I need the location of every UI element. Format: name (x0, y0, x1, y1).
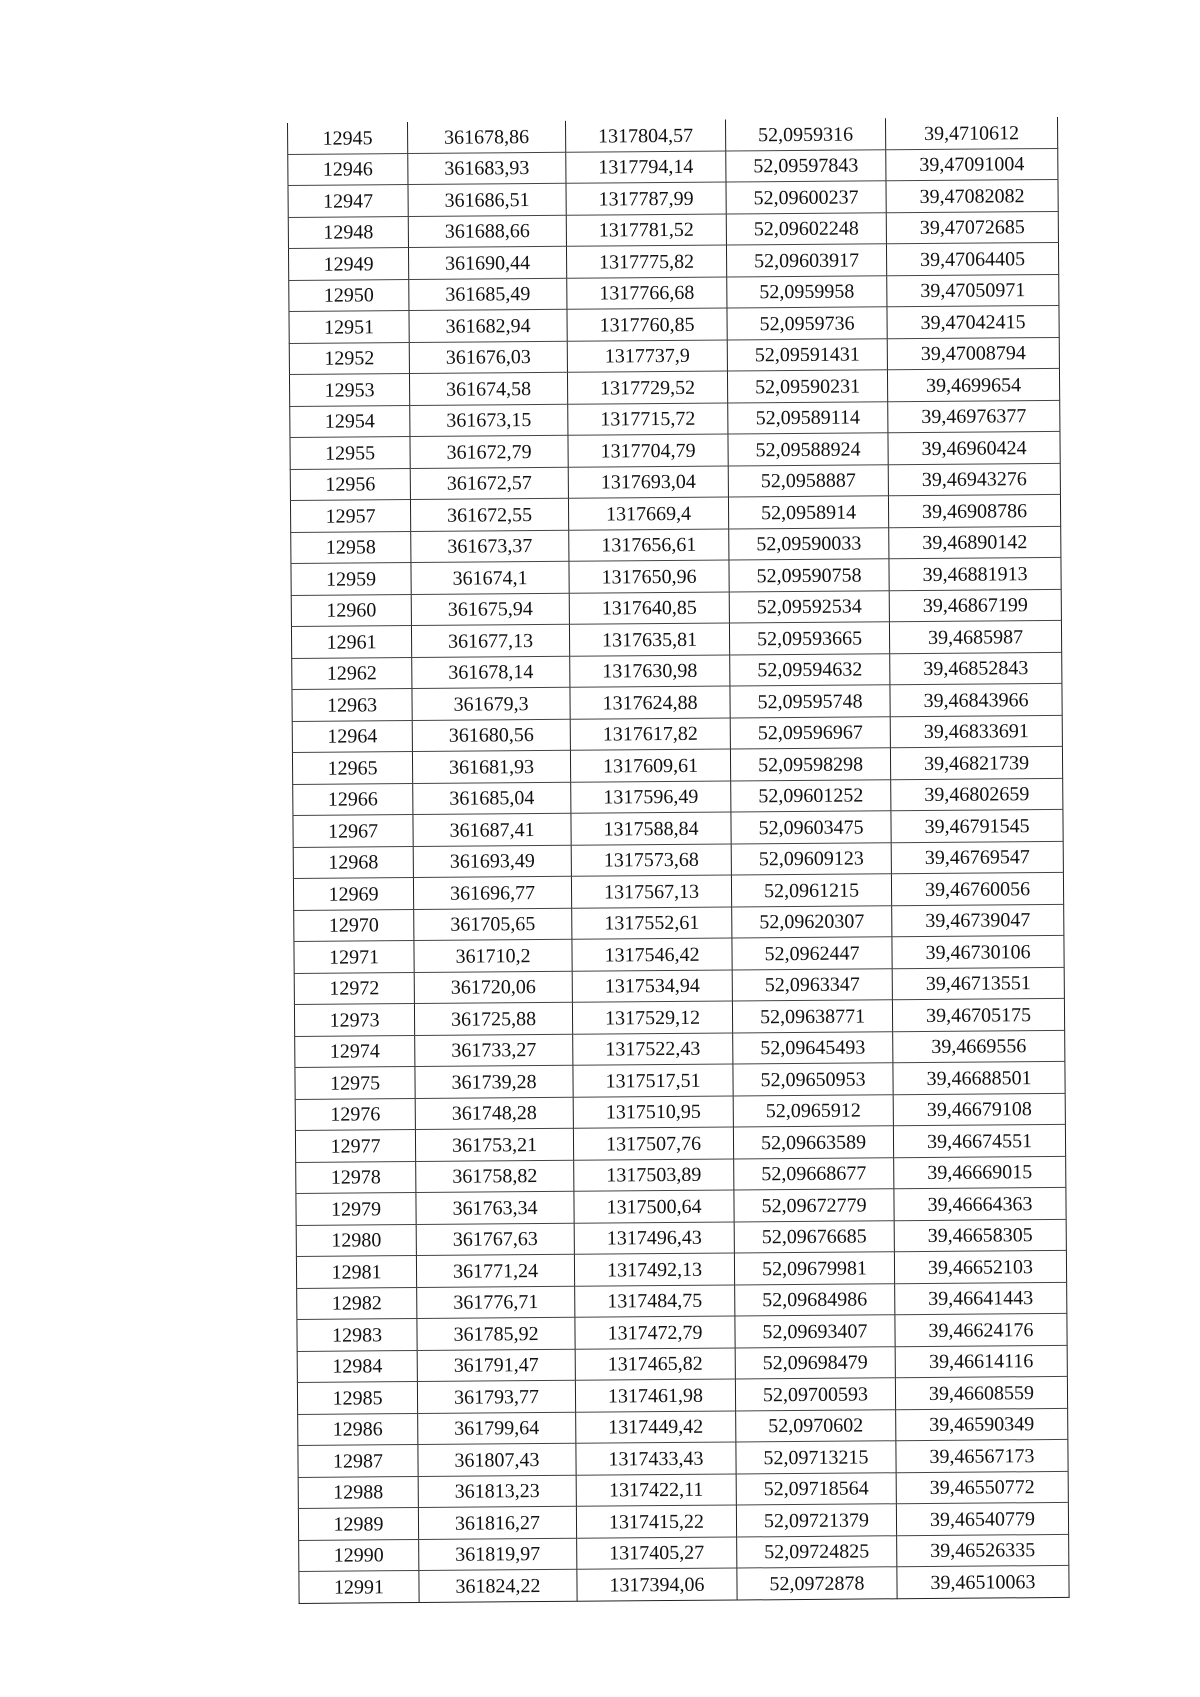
y-coordinate-cell: 1317737,9 (567, 340, 727, 373)
longitude-cell: 39,4669556 (893, 1030, 1065, 1063)
longitude-cell: 39,47008794 (887, 337, 1059, 370)
y-coordinate-cell: 1317492,13 (574, 1253, 734, 1286)
latitude-cell: 52,09601252 (731, 779, 891, 812)
y-coordinate-cell: 1317500,64 (574, 1190, 734, 1223)
point-number-cell: 12967 (293, 815, 413, 847)
table-row (289, 337, 1059, 375)
point-number-cell: 12961 (291, 626, 411, 658)
point-number-cell: 12979 (296, 1193, 416, 1225)
point-number-cell: 12963 (292, 689, 412, 721)
y-coordinate-cell: 1317669,4 (568, 497, 728, 530)
latitude-cell: 52,09700593 (735, 1378, 895, 1411)
y-coordinate-cell: 1317617,82 (570, 718, 730, 751)
latitude-cell: 52,09596967 (730, 716, 890, 749)
longitude-cell: 39,46943276 (888, 463, 1060, 496)
x-coordinate-cell: 361710,2 (414, 939, 572, 972)
latitude-cell: 52,09589114 (728, 401, 888, 434)
latitude-cell: 52,09590758 (729, 559, 889, 592)
latitude-cell: 52,0958914 (728, 496, 888, 529)
x-coordinate-cell: 361753,21 (415, 1128, 573, 1161)
longitude-cell: 39,46669015 (894, 1156, 1066, 1189)
x-coordinate-cell: 361793,77 (417, 1380, 575, 1413)
table-row (293, 841, 1063, 879)
x-coordinate-cell: 361679,3 (412, 687, 570, 720)
longitude-cell: 39,46833691 (890, 715, 1062, 748)
longitude-cell: 39,46881913 (889, 557, 1061, 590)
x-coordinate-cell: 361693,49 (413, 845, 571, 878)
x-coordinate-cell: 361672,57 (410, 467, 568, 500)
point-number-cell: 12951 (289, 311, 409, 343)
x-coordinate-cell: 361685,04 (413, 782, 571, 815)
latitude-cell: 52,0959736 (727, 307, 887, 340)
longitude-cell: 39,47064405 (886, 242, 1058, 275)
point-number-cell: 12965 (292, 752, 412, 784)
point-number-cell: 12952 (289, 342, 409, 374)
latitude-cell: 52,09598298 (730, 748, 890, 781)
longitude-cell: 39,46908786 (888, 494, 1060, 527)
point-number-cell: 12950 (289, 279, 409, 311)
y-coordinate-cell: 1317422,11 (576, 1474, 736, 1507)
latitude-cell: 52,0958887 (728, 464, 888, 497)
x-coordinate-cell: 361674,58 (409, 372, 567, 405)
longitude-cell: 39,46608559 (895, 1376, 1067, 1409)
table-row (294, 967, 1064, 1005)
table-row (289, 368, 1059, 406)
longitude-cell: 39,46713551 (892, 967, 1064, 1000)
y-coordinate-cell: 1317415,22 (576, 1505, 736, 1538)
y-coordinate-cell: 1317760,85 (567, 308, 727, 341)
longitude-cell: 39,46664363 (894, 1187, 1066, 1220)
latitude-cell: 52,09591431 (727, 338, 887, 371)
y-coordinate-cell: 1317472,79 (575, 1316, 735, 1349)
longitude-cell: 39,46960424 (888, 431, 1060, 464)
x-coordinate-cell: 361672,55 (410, 498, 568, 531)
y-coordinate-cell: 1317656,61 (569, 529, 729, 562)
x-coordinate-cell: 361688,66 (408, 215, 566, 248)
x-coordinate-cell: 361674,1 (411, 561, 569, 594)
x-coordinate-cell: 361676,03 (409, 341, 567, 374)
longitude-cell: 39,47082082 (886, 179, 1058, 212)
point-number-cell: 12949 (288, 248, 408, 280)
longitude-cell: 39,46852843 (890, 652, 1062, 685)
table-row (298, 1408, 1068, 1446)
latitude-cell: 52,0970602 (736, 1409, 896, 1442)
latitude-cell: 52,09609123 (731, 842, 891, 875)
coordinate-table-body (287, 117, 1069, 1603)
x-coordinate-cell: 361725,88 (414, 1002, 572, 1035)
table-row (297, 1376, 1067, 1414)
table-row (298, 1471, 1068, 1509)
latitude-cell: 52,09724825 (737, 1535, 897, 1568)
table-row (297, 1313, 1067, 1351)
longitude-cell: 39,46821739 (890, 746, 1062, 779)
x-coordinate-cell: 361673,15 (410, 404, 568, 437)
point-number-cell: 12946 (288, 153, 408, 185)
latitude-cell: 52,09597843 (726, 149, 886, 182)
point-number-cell: 12975 (295, 1067, 415, 1099)
point-number-cell: 12956 (290, 468, 410, 500)
y-coordinate-cell: 1317787,99 (566, 182, 726, 215)
table-row (299, 1565, 1069, 1603)
longitude-cell: 39,47042415 (887, 305, 1059, 338)
x-coordinate-cell: 361819,97 (419, 1538, 577, 1571)
latitude-cell: 52,09713215 (736, 1441, 896, 1474)
longitude-cell: 39,46867199 (889, 589, 1061, 622)
latitude-cell: 52,09638771 (732, 1000, 892, 1033)
latitude-cell: 52,09645493 (733, 1031, 893, 1064)
table-row (290, 463, 1060, 501)
longitude-cell: 39,46590349 (896, 1408, 1068, 1441)
longitude-cell: 39,46614116 (895, 1345, 1067, 1378)
longitude-cell: 39,46526335 (897, 1534, 1069, 1567)
latitude-cell: 52,09650953 (733, 1063, 893, 1096)
x-coordinate-cell: 361687,41 (413, 813, 571, 846)
longitude-cell: 39,47050971 (887, 274, 1059, 307)
point-number-cell: 12982 (297, 1287, 417, 1319)
point-number-cell: 12966 (293, 783, 413, 815)
latitude-cell: 52,0961215 (731, 874, 891, 907)
y-coordinate-cell: 1317775,82 (566, 245, 726, 278)
latitude-cell: 52,09663589 (733, 1126, 893, 1159)
point-number-cell: 12973 (294, 1004, 414, 1036)
x-coordinate-cell: 361776,71 (417, 1286, 575, 1319)
y-coordinate-cell: 1317640,85 (569, 592, 729, 625)
longitude-cell: 39,46976377 (888, 400, 1060, 433)
x-coordinate-cell: 361807,43 (418, 1443, 576, 1476)
x-coordinate-cell: 361682,94 (409, 309, 567, 342)
x-coordinate-cell: 361799,64 (418, 1412, 576, 1445)
table-row (294, 935, 1064, 973)
y-coordinate-cell: 1317609,61 (570, 749, 730, 782)
y-coordinate-cell: 1317630,98 (570, 655, 730, 688)
y-coordinate-cell: 1317449,42 (576, 1411, 736, 1444)
latitude-cell: 52,09693407 (735, 1315, 895, 1348)
point-number-cell: 12978 (296, 1161, 416, 1193)
longitude-cell: 39,46641443 (895, 1282, 1067, 1315)
latitude-cell: 52,09590033 (729, 527, 889, 560)
point-number-cell: 12959 (291, 563, 411, 595)
y-coordinate-cell: 1317715,72 (568, 403, 728, 436)
longitude-cell: 39,46688501 (893, 1061, 1065, 1094)
point-number-cell: 12984 (297, 1350, 417, 1382)
latitude-cell: 52,09594632 (730, 653, 890, 686)
y-coordinate-cell: 1317461,98 (575, 1379, 735, 1412)
table-row (293, 778, 1063, 816)
longitude-cell: 39,46791545 (891, 809, 1063, 842)
y-coordinate-cell: 1317522,43 (573, 1033, 733, 1066)
x-coordinate-cell: 361813,23 (418, 1475, 576, 1508)
table-row (297, 1282, 1067, 1320)
table-row (289, 274, 1059, 312)
x-coordinate-cell: 361758,82 (416, 1160, 574, 1193)
longitude-cell: 39,46540779 (896, 1502, 1068, 1535)
latitude-cell: 52,0962447 (732, 937, 892, 970)
x-coordinate-cell: 361767,63 (416, 1223, 574, 1256)
x-coordinate-cell: 361763,34 (416, 1191, 574, 1224)
y-coordinate-cell: 1317804,57 (565, 120, 725, 152)
x-coordinate-cell: 361705,65 (414, 908, 572, 941)
y-coordinate-cell: 1317465,82 (575, 1348, 735, 1381)
latitude-cell: 52,0963347 (732, 968, 892, 1001)
point-number-cell: 12981 (296, 1256, 416, 1288)
x-coordinate-cell: 361791,47 (417, 1349, 575, 1382)
point-number-cell: 12948 (288, 216, 408, 248)
y-coordinate-cell: 1317552,61 (572, 907, 732, 940)
latitude-cell: 52,09672779 (734, 1189, 894, 1222)
y-coordinate-cell: 1317507,76 (573, 1127, 733, 1160)
longitude-cell: 39,46802659 (891, 778, 1063, 811)
longitude-cell: 39,46843966 (890, 683, 1062, 716)
point-number-cell: 12955 (290, 437, 410, 469)
point-number-cell: 12958 (291, 531, 411, 563)
y-coordinate-cell: 1317704,79 (568, 434, 728, 467)
latitude-cell: 52,09600237 (726, 181, 886, 214)
x-coordinate-cell: 361680,56 (412, 719, 570, 752)
longitude-cell: 39,4699654 (887, 368, 1059, 401)
x-coordinate-cell: 361678,86 (407, 121, 565, 153)
latitude-cell: 52,0972878 (737, 1567, 897, 1600)
point-number-cell: 12990 (299, 1539, 419, 1571)
latitude-cell: 52,09603475 (731, 811, 891, 844)
longitude-cell: 39,46739047 (892, 904, 1064, 937)
x-coordinate-cell: 361677,13 (411, 624, 569, 657)
y-coordinate-cell: 1317729,52 (567, 371, 727, 404)
y-coordinate-cell: 1317405,27 (577, 1537, 737, 1570)
x-coordinate-cell: 361673,37 (411, 530, 569, 563)
longitude-cell: 39,4685987 (889, 620, 1061, 653)
latitude-cell: 52,09590231 (727, 370, 887, 403)
x-coordinate-cell: 361748,28 (415, 1097, 573, 1130)
longitude-cell: 39,46567173 (896, 1439, 1068, 1472)
y-coordinate-cell: 1317794,14 (566, 151, 726, 184)
x-coordinate-cell: 361816,27 (418, 1506, 576, 1539)
point-number-cell: 12976 (295, 1098, 415, 1130)
latitude-cell: 52,09679981 (734, 1252, 894, 1285)
longitude-cell: 39,46705175 (892, 998, 1064, 1031)
longitude-cell: 39,46510063 (897, 1565, 1069, 1598)
x-coordinate-cell: 361720,06 (414, 971, 572, 1004)
latitude-cell: 52,09668677 (734, 1157, 894, 1190)
y-coordinate-cell: 1317567,13 (571, 875, 731, 908)
point-number-cell: 12977 (295, 1130, 415, 1162)
longitude-cell: 39,46674551 (893, 1124, 1065, 1157)
longitude-cell: 39,47072685 (886, 211, 1058, 244)
y-coordinate-cell: 1317588,84 (571, 812, 731, 845)
point-number-cell: 12969 (293, 878, 413, 910)
latitude-cell: 52,0959958 (727, 275, 887, 308)
point-number-cell: 12962 (292, 657, 412, 689)
y-coordinate-cell: 1317394,06 (577, 1568, 737, 1601)
x-coordinate-cell: 361733,27 (415, 1034, 573, 1067)
latitude-cell: 52,0959316 (725, 118, 885, 150)
longitude-cell: 39,46550772 (896, 1471, 1068, 1504)
x-coordinate-cell: 361678,14 (412, 656, 570, 689)
latitude-cell: 52,09684986 (735, 1283, 895, 1316)
latitude-cell: 52,09593665 (729, 622, 889, 655)
y-coordinate-cell: 1317635,81 (569, 623, 729, 656)
point-number-cell: 12986 (298, 1413, 418, 1445)
point-number-cell: 12988 (298, 1476, 418, 1508)
latitude-cell: 52,09721379 (736, 1504, 896, 1537)
y-coordinate-cell: 1317529,12 (572, 1001, 732, 1034)
point-number-cell: 12985 (297, 1382, 417, 1414)
table-row (293, 809, 1063, 847)
table-row (289, 305, 1059, 343)
longitude-cell: 39,46679108 (893, 1093, 1065, 1126)
table-row (298, 1439, 1068, 1477)
point-number-cell: 12945 (287, 122, 407, 154)
y-coordinate-cell: 1317693,04 (568, 466, 728, 499)
y-coordinate-cell: 1317781,52 (566, 214, 726, 247)
longitude-cell: 39,4710612 (885, 117, 1057, 149)
x-coordinate-cell: 361683,93 (408, 152, 566, 185)
y-coordinate-cell: 1317534,94 (572, 970, 732, 1003)
longitude-cell: 39,46730106 (892, 935, 1064, 968)
point-number-cell: 12970 (294, 909, 414, 941)
table-row (290, 400, 1060, 438)
latitude-cell: 52,09718564 (736, 1472, 896, 1505)
latitude-cell: 52,09592534 (729, 590, 889, 623)
x-coordinate-cell: 361675,94 (411, 593, 569, 626)
x-coordinate-cell: 361771,24 (416, 1254, 574, 1287)
y-coordinate-cell: 1317503,89 (574, 1159, 734, 1192)
table-row (297, 1345, 1067, 1383)
latitude-cell: 52,09602248 (726, 212, 886, 245)
y-coordinate-cell: 1317573,68 (571, 844, 731, 877)
x-coordinate-cell: 361824,22 (419, 1569, 577, 1602)
longitude-cell: 39,46652103 (894, 1250, 1066, 1283)
x-coordinate-cell: 361686,51 (408, 183, 566, 216)
latitude-cell: 52,09698479 (735, 1346, 895, 1379)
table-row (294, 904, 1064, 942)
latitude-cell: 52,09620307 (732, 905, 892, 938)
y-coordinate-cell: 1317510,95 (573, 1096, 733, 1129)
point-number-cell: 12974 (295, 1035, 415, 1067)
point-number-cell: 12968 (293, 846, 413, 878)
y-coordinate-cell: 1317624,88 (570, 686, 730, 719)
point-number-cell: 12987 (298, 1445, 418, 1477)
latitude-cell: 52,0965912 (733, 1094, 893, 1127)
longitude-cell: 39,46769547 (891, 841, 1063, 874)
table-row (293, 872, 1063, 910)
y-coordinate-cell: 1317433,43 (576, 1442, 736, 1475)
table-row (290, 431, 1060, 469)
point-number-cell: 12980 (296, 1224, 416, 1256)
point-number-cell: 12957 (290, 500, 410, 532)
point-number-cell: 12953 (289, 374, 409, 406)
latitude-cell: 52,09595748 (730, 685, 890, 718)
x-coordinate-cell: 361685,49 (409, 278, 567, 311)
x-coordinate-cell: 361785,92 (417, 1317, 575, 1350)
point-number-cell: 12947 (288, 185, 408, 217)
point-number-cell: 12960 (291, 594, 411, 626)
x-coordinate-cell: 361672,79 (410, 435, 568, 468)
x-coordinate-cell: 361739,28 (415, 1065, 573, 1098)
longitude-cell: 39,46624176 (895, 1313, 1067, 1346)
x-coordinate-cell: 361696,77 (413, 876, 571, 909)
table-row (288, 242, 1058, 280)
y-coordinate-cell: 1317484,75 (575, 1285, 735, 1318)
latitude-cell: 52,09676685 (734, 1220, 894, 1253)
longitude-cell: 39,46658305 (894, 1219, 1066, 1252)
coordinate-table (287, 117, 1070, 1604)
latitude-cell: 52,09603917 (726, 244, 886, 277)
y-coordinate-cell: 1317496,43 (574, 1222, 734, 1255)
y-coordinate-cell: 1317766,68 (567, 277, 727, 310)
longitude-cell: 39,47091004 (886, 148, 1058, 181)
y-coordinate-cell: 1317517,51 (573, 1064, 733, 1097)
y-coordinate-cell: 1317596,49 (571, 781, 731, 814)
latitude-cell: 52,09588924 (728, 433, 888, 466)
point-number-cell: 12971 (294, 941, 414, 973)
y-coordinate-cell: 1317546,42 (572, 938, 732, 971)
x-coordinate-cell: 361681,93 (412, 750, 570, 783)
point-number-cell: 12989 (298, 1508, 418, 1540)
point-number-cell: 12991 (299, 1571, 419, 1603)
longitude-cell: 39,46760056 (891, 872, 1063, 905)
y-coordinate-cell: 1317650,96 (569, 560, 729, 593)
point-number-cell: 12972 (294, 972, 414, 1004)
point-number-cell: 12954 (290, 405, 410, 437)
point-number-cell: 12983 (297, 1319, 417, 1351)
point-number-cell: 12964 (292, 720, 412, 752)
x-coordinate-cell: 361690,44 (408, 246, 566, 279)
longitude-cell: 39,46890142 (889, 526, 1061, 559)
